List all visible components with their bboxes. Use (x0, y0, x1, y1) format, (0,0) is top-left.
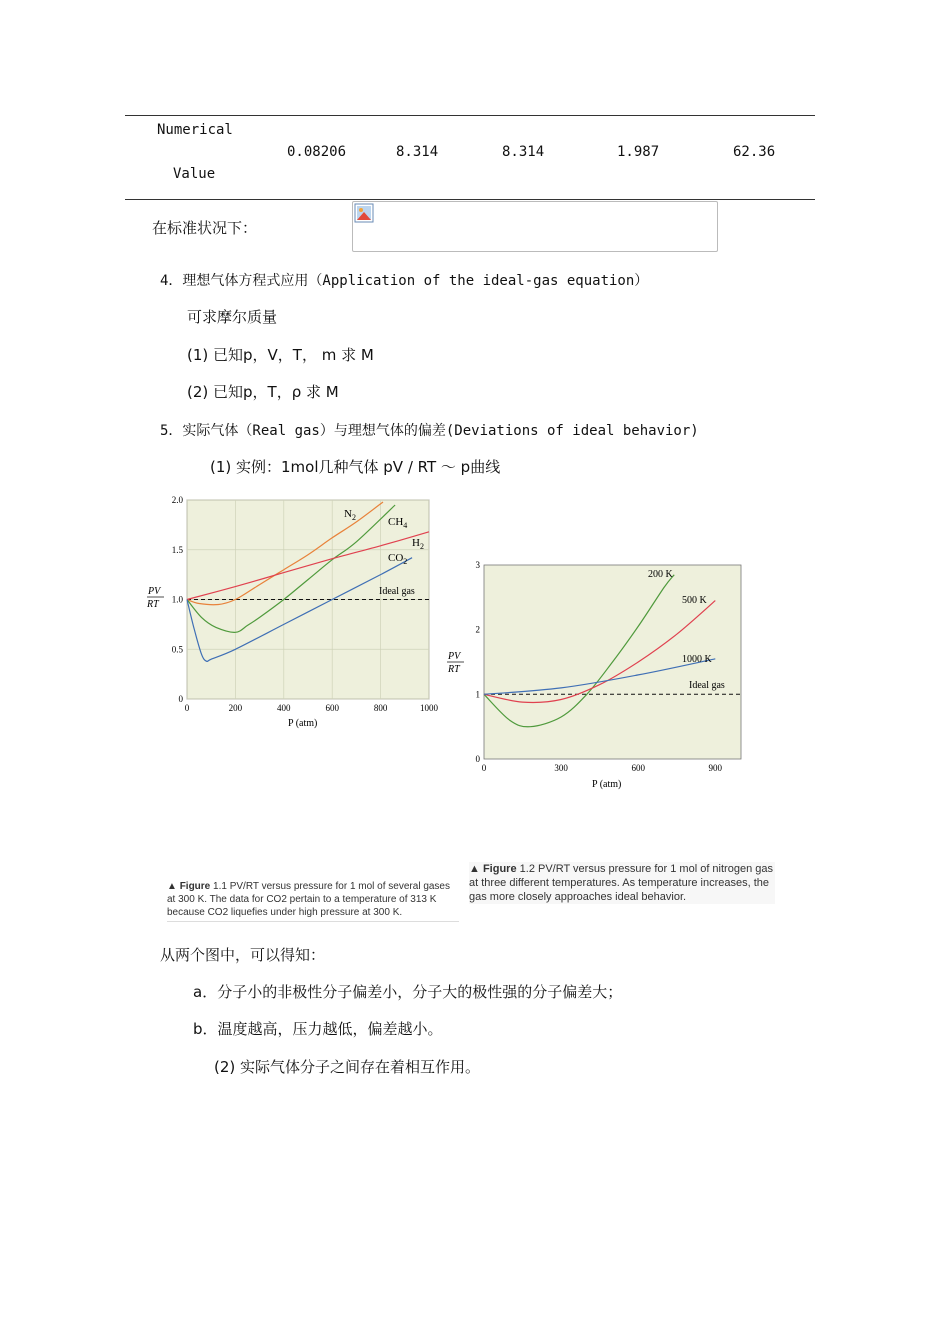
x-tick-label: 600 (325, 703, 339, 713)
table-value-4: 1.987 (617, 144, 660, 160)
x-tick-label: 0 (481, 763, 487, 773)
figure-1-chart (140, 490, 450, 735)
table-bottom-rule (125, 199, 815, 200)
figure-2-caption-label: Figure (482, 863, 517, 875)
y-tick-label: 2 (475, 624, 480, 635)
x-tick-label: 800 (373, 703, 388, 713)
broken-image-icon (354, 203, 374, 223)
figure-1-label-co2: $CO_2$ (388, 552, 408, 566)
x-tick-label: 1000 (420, 703, 438, 713)
figure-1-caption-text: PV/RT versus pressure for 1 mol of several gases at 300 K. The data for CO2 pertain to a temperature of 313 K because CO2 liquefies under high pressure at 300 K. (167, 881, 450, 918)
figure-2-ylabel-top: PV (448, 651, 461, 662)
section5-heading: 5．实际气体（Real gas）与理想气体的偏差(Deviations of ideal behavior) (160, 423, 699, 439)
figure-2-ylabel-bottom: RT (448, 664, 460, 675)
figure-2-ideal-gas-label: Ideal gas (689, 680, 725, 691)
figure-1-ideal-gas-label: Ideal gas (379, 586, 415, 597)
y-tick-label: 0 (475, 754, 480, 764)
figure-1-label-n2: $N_2$ (344, 508, 356, 522)
y-tick-label: 1.5 (171, 544, 183, 555)
caption-triangle-icon: ▲ (469, 863, 483, 875)
y-tick-label: 0 (178, 694, 183, 704)
conclusions-intro: 从两个图中，可以得知： (160, 946, 326, 964)
figure-2-label-1000k: 1000 K (682, 654, 712, 665)
x-tick-label: 0 (184, 703, 190, 713)
x-tick-label: 200 (228, 703, 243, 713)
figure-2-label-200k: 200 K (648, 569, 673, 580)
y-tick-label: 1 (475, 689, 480, 700)
table-label-line1: Numerical (157, 122, 233, 138)
section4-item1: (1) 已知p，V，T， m 求 M (187, 346, 374, 364)
x-tick-label: 900 (708, 763, 723, 773)
figure-2-xlabel: P (atm) (592, 779, 622, 790)
conclusion-item2: (2) 实际气体分子之间存在着相互作用。 (214, 1058, 481, 1076)
section5-example: (1) 实例：1mol几种气体 pV / RT ～ p曲线 (210, 458, 501, 476)
section4-item2: (2) 已知p，T，ρ 求 M (187, 383, 339, 401)
table-value-5: 62.36 (733, 144, 776, 160)
table-value-3: 8.314 (502, 144, 545, 160)
figure-2-chart (440, 555, 750, 800)
figure-1-ylabel-bottom: RT (147, 599, 159, 610)
figure-2-caption (469, 862, 775, 904)
figure-1-xlabel: P (atm) (288, 718, 318, 729)
table-top-rule (125, 115, 815, 116)
standard-conditions-image-frame (352, 201, 718, 252)
y-tick-label: 1.0 (171, 594, 183, 605)
conclusion-b: b．温度越高，压力越低，偏差越小。 (193, 1020, 443, 1038)
figure-2-caption-text: PV/RT versus pressure for 1 mol of nitrogen gas at three different temperatures. As temperature increases, the gas more closely approaches ideal behavior. (469, 863, 773, 903)
section4-heading: 4．理想气体方程式应用（Application of the ideal-gas equation） (160, 273, 649, 289)
table-label-line2: Value (173, 166, 216, 182)
figure-1-ylabel-top: PV (148, 586, 161, 597)
caption-triangle-icon: ▲ (167, 881, 180, 892)
x-tick-label: 600 (631, 763, 645, 773)
section4-subheading: 可求摩尔质量 (187, 308, 278, 326)
figure-1-label-ch4: $CH_4$ (388, 516, 408, 530)
x-tick-label: 300 (554, 763, 568, 773)
y-tick-label: 2.0 (171, 495, 183, 505)
figure-2-caption-number: 1.2 (519, 863, 535, 875)
figure-1-label-h2: $H_2$ (412, 537, 424, 551)
figure-2-label-500k: 500 K (682, 595, 707, 606)
conclusion-a: a．分子小的非极性分子偏差小，分子大的极性强的分子偏差大； (193, 983, 623, 1001)
y-tick-label: 0.5 (171, 644, 183, 655)
table-value-2: 8.314 (396, 144, 439, 160)
y-tick-label: 3 (475, 560, 480, 570)
x-tick-label: 400 (277, 703, 291, 713)
table-value-1: 0.08206 (287, 144, 347, 160)
figure-1-caption-label: Figure (179, 881, 211, 892)
standard-conditions-label: 在标准状况下： (152, 219, 258, 237)
figure-1-caption (167, 880, 459, 922)
figure-1-caption-number: 1.1 (213, 881, 227, 892)
